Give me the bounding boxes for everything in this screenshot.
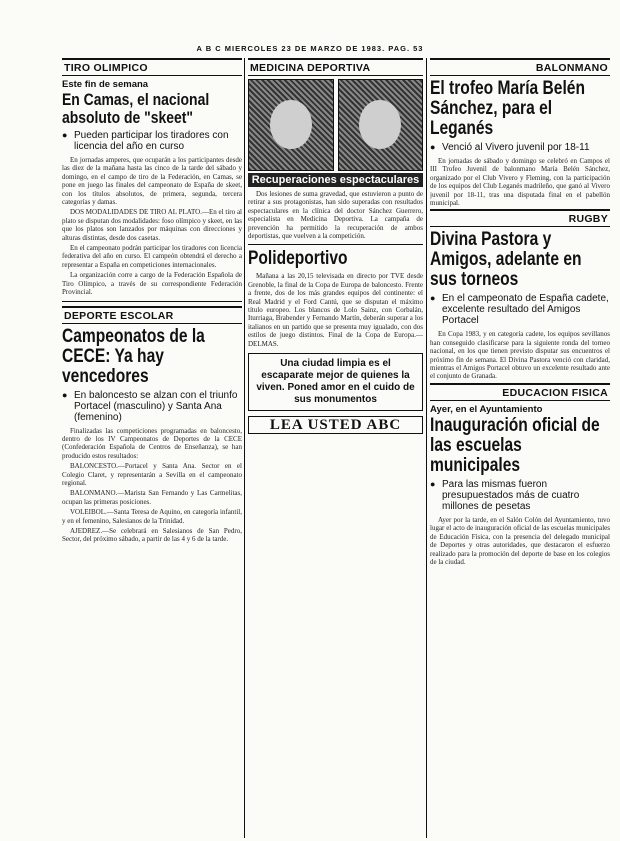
column-middle [248, 58, 423, 838]
headline-rugby: Divina Pastora y Amigos, adelante en sus torneos [430, 229, 582, 291]
photo-left [248, 79, 334, 171]
photo-right [338, 79, 424, 171]
headline-balonmano: El trofeo María Belén Sánchez, para el Leganés [430, 78, 585, 139]
deck-cece: ● En baloncesto se alzan con el triunfo Portacel (masculino) y Santa Ana (femenino) [62, 390, 242, 423]
headline-escuelas: Inauguración oficial de las escuelas municipales [430, 414, 600, 476]
deck-rugby: ● En el campeonato de España cadete, excelente resultado del Amigos Portacel [430, 293, 610, 326]
section-deporte-escolar: DEPORTE ESCOLAR [62, 306, 242, 324]
section-tiro-olimpico: TIRO OLIMPICO [62, 58, 242, 76]
column-left [62, 58, 242, 838]
article-paragraph: Finalizadas las competiciones programadas en baloncesto, dentro de los IV Campeonatos de Deportes de la CECE (Confederación Española de Centros de Enseñanza), se han producido estos resultados: [62, 426, 242, 460]
article-paragraph: La organización corre a cargo de la Federación Española de Tiro Olímpico, a través de su correspondiente Federación Provincial. [62, 271, 242, 297]
article-paragraph: BALONCESTO.—Portacel y Santa Ana. Sector en el Colegio Claret, y representarán a Sevilla en el campeonato regional. [62, 462, 242, 487]
running-head: A B C MIERCOLES 23 DE MARZO DE 1983. PAG. 53 [196, 44, 424, 53]
deck-balonmano: ● Venció al Vivero juvenil por 18-11 [430, 142, 610, 153]
section-educacion-fisica: EDUCACION FISICA [430, 383, 610, 401]
article-paragraph: Mañana a las 20,15 televisada en directo por TVE desde Grenoble, la final de la Copa de Europa de baloncesto. Frente a frente, dos de los más grandes equipos del continente: el Real Madrid y el Ford Cantú, que se disputan el máximo título europeo. Los blancos de Lolo Sainz, con Corbalán, Iturriaga, Brabender y Fernando Martín, deberán superar a los italianos en un partido que se presenta muy igualado, con dos estilos de juego distintos. Final de la Copa de Europa.—DELMAS. [248, 272, 423, 348]
kicker-ayuntamiento: Ayer, en el Ayuntamiento [430, 403, 543, 415]
kicker-skeet: Este fin de semana [62, 79, 149, 90]
headline-polideportivo: Polideportivo [248, 248, 348, 270]
column-rule-2 [426, 58, 427, 838]
headline-cece: Campeonatos de la CECE: Ya hay vencedores [62, 325, 205, 387]
article-paragraph: En jornadas amperes, que ocuparán a los participantes desde las diez de la mañana hasta las cinco de la tarde del sábado y domingo, en el campo de tiro de la Federación, en Camas, se pone en juego las finales del campeonato de España de skeet, con los títulos absolutos, de primera, segunda, tercera categorías y damas. [62, 156, 242, 207]
deck-escuelas: ● Para las mismas fueron presupuestados más de cuatro millones de pesetas [430, 479, 610, 512]
section-balonmano: BALONMANO [430, 58, 610, 76]
article-paragraph: En Copa 1983, y en categoría cadete, los equipos sevillanos han conseguido clasificarse para la siguiente ronda del torneo nacional, en los que tienen previsto disputar sus encuentros el próximo fin de semana. El Divina Pastora venció con claridad, mientras el Amigos Portacel obtuvo un excelente resultado ante el conjunto de Granada. [430, 330, 610, 381]
article-paragraph: Dos lesiones de suma gravedad, que estuvieron a punto de retirar a sus protagonistas, han sido superadas con resultados espectaculares en la clínica del doctor Sánchez Guerrero, especialista en Medicina Deportiva. La campaña de prevención ha permitido la recuperación de ambos deportistas, que vuelven a la competición. [248, 190, 423, 241]
column-right [430, 58, 610, 838]
article-paragraph: VOLEIBOL.—Santa Teresa de Aquino, en categoría infantil, y en el femenino, Salesianos de la Trinidad. [62, 508, 242, 525]
deck-skeet: ● Pueden participar los tiradores con licencia del año en curso [62, 130, 242, 152]
article-paragraph: En jornadas de sábado y domingo se celebró en Campos el III Trofeo Juvenil de balonmano María Belén Sánchez, organizado por el Club Vivero y Fleming, con la participación de los equipos del Club Leganés madrileño, que ganó al Vivero juvenil por 18-11, tras una disputada final en el pabellón municipal. [430, 157, 610, 208]
photo-caption: Recuperaciones espectaculares [248, 173, 423, 187]
civic-notice-box: Una ciudad limpia es el escaparate mejor de quienes la viven. Poned amor en el cuido de sus monumentos [248, 353, 423, 411]
column-rule-1 [244, 58, 245, 838]
section-medicina-deportiva: MEDICINA DEPORTIVA [248, 58, 423, 76]
divider [62, 301, 242, 302]
article-paragraph: AJEDREZ.—Se celebrará en Salesianos de San Pedro, Sector, del próximo sábado, a partir de las 4 y 6 de la tarde. [62, 526, 242, 544]
article-paragraph: BALONMANO.—Marista San Fernando y Las Carmelitas, ocupan las primeras posiciones. [62, 489, 242, 506]
article-paragraph: DOS MODALIDADES DE TIRO AL PLATO.—En el tiro al plato se disputan dos modalidades: foso olímpico y skeet, en las que los platos son lanzados por máquinas con direcciones y alturas distintas, desde dos casetas. [62, 208, 242, 242]
divider [248, 244, 423, 245]
article-paragraph: En el campeonato podrán participar los tiradores con licencia federativa del año en curso. El campeón obtendrá el derecho a representar a España en competiciones internacionales. [62, 244, 242, 269]
headline-skeet: En Camas, el nacional absoluto de "skeet" [62, 90, 210, 127]
section-rugby: RUGBY [430, 209, 610, 227]
lea-abc-box: LEA USTED ABC [248, 416, 423, 434]
photo-pair [248, 79, 423, 171]
article-paragraph: Ayer por la tarde, en el Salón Colón del Ayuntamiento, tuvo lugar el acto de inauguración oficial de las escuelas municipales de Educación Física, con la presencia del delegado municipal de Deportes y otras autoridades, que destacaron el esfuerzo realizado para la promoción del deporte de base en los colegios de la ciudad. [430, 515, 610, 566]
